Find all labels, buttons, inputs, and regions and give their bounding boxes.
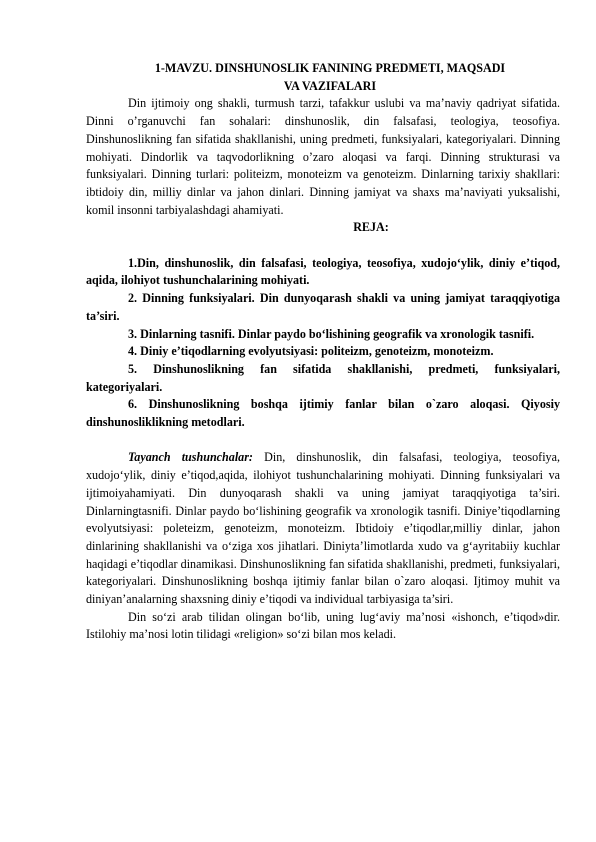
plan-item-2: 2. Dinning funksiyalari. Din dunyoqarash shakli va uning jamiyat taraqqiyotiga ta’siri. — [86, 291, 560, 323]
title-line-1: 1-MAVZU. DINSHUNOSLIK FANINING PREDMETI, MAQSADI — [154, 61, 506, 75]
plan-heading: REJA: — [353, 220, 389, 235]
spacer — [86, 432, 560, 450]
plan-item-3: 3. Dinlarning tasnifi. Dinlar paydo bo‘lishining geografik va xronologik tasnifi. — [128, 326, 535, 341]
document-body — [86, 60, 560, 644]
closing-paragraph: Din so‘zi arab tilidan olingan bo‘lib, uning lug‘aviy ma’nosi «ishonch, e’tiqod»dir. Istilohiy ma’nosi lotin tilidagi «religion» so‘zi bilan mos keladi. — [86, 609, 560, 642]
plan-item-1: 1.Din, dinshunoslik, din falsafasi, teologiya, teosofiya, xudojo‘ylik, diniy e’tiqod, aqida, ilohiyot tushunchalarining mohiyati. — [86, 255, 560, 288]
plan-list — [86, 255, 560, 432]
intro-paragraph: Din ijtimoiy ong shakli, turmush tarzi, tafakkur uslubi va ma’naviy qadriyat sifatida. Dinni o’rganuvchi fan sohalari: dinshunoslik, din falsafasi, teologiya, teosofiya. Dinshunoslikning fan sifatida shakllanishi, uning predmeti, funksiyalari, kategoriyalari. Dinning mohiyati. Dindorlik va taqvodorlikning o’zaro aloqasi va farqi. Dinning strukturasi va funksiyalari. Dinning turlari: politeizm, monoteizm va genoteizm. Dinlarning tarixiy shakllari: ibtidoiy din, milliy dinlar va jahon dinlari. Dinning jamiyat va shaxs ma’naviyati yuksalishi, komil insonni tarbiyalashdagi ahamiyati. — [86, 96, 560, 217]
page-title — [100, 60, 560, 95]
title-line-2: VA VAZIFALARI — [283, 78, 377, 93]
keywords-label: Tayanch tushunchalar: — [128, 450, 253, 465]
plan-item-6: 6. Dinshunoslikning boshqa ijtimiy fanlar bilan o`zaro aloqasi. Qiyosiy dinshunosliklikning metodlari. — [86, 397, 560, 430]
plan-item-4: 4. Diniy e’tiqodlarning evolyutsiyasi: politeizm, genoteizm, monoteizm. — [128, 344, 494, 359]
keywords-paragraph — [86, 449, 560, 608]
keywords-text: Din, dinshunoslik, din falsafasi, teologiya, teosofiya, xudojo‘ylik, diniy e’tiqod,aqida, ilohiyot tushunchalarining mohiyati. Dinning funksiyalari va ijtimoiyahamiyati. Din dunyoqarash shakli va uning jamiyat taraqqiyotiga ta’siri. Dinlarningtasnifi. Dinlar paydo bo‘lishining geografik va xronologik tasnifi. Diniye’tiqodlarning evolyutsiyasi: poleteizm, genoteizm, monoteizm. Ibtidoiy e’tiqodlar,milliy dinlar, jahon dinlarining shakllanishi va o‘ziga xos jihatlari. Diniyta’limotlarda xudo va g‘ayritabiiy kuchlar haqidagi e’tiqodlar dinamikasi. Dinshunoslikning fan sifatida shakllanishi, predmeti, funksiyalari, kategoriyalari. Dinshunoslikning boshqa ijtimiy fanlar bilan o`zaro aloqasi. Ijtimoy muhit va diniyan’analarning shaxsning diniy e’tiqodi va individual tarbiyasiga ta’siri. — [86, 450, 560, 607]
plan-item-5: 5. Dinshunoslikning fan sifatida shakllanishi, predmeti, funksiyalari, kategoriyalari. — [86, 361, 560, 394]
spacer — [86, 237, 560, 255]
